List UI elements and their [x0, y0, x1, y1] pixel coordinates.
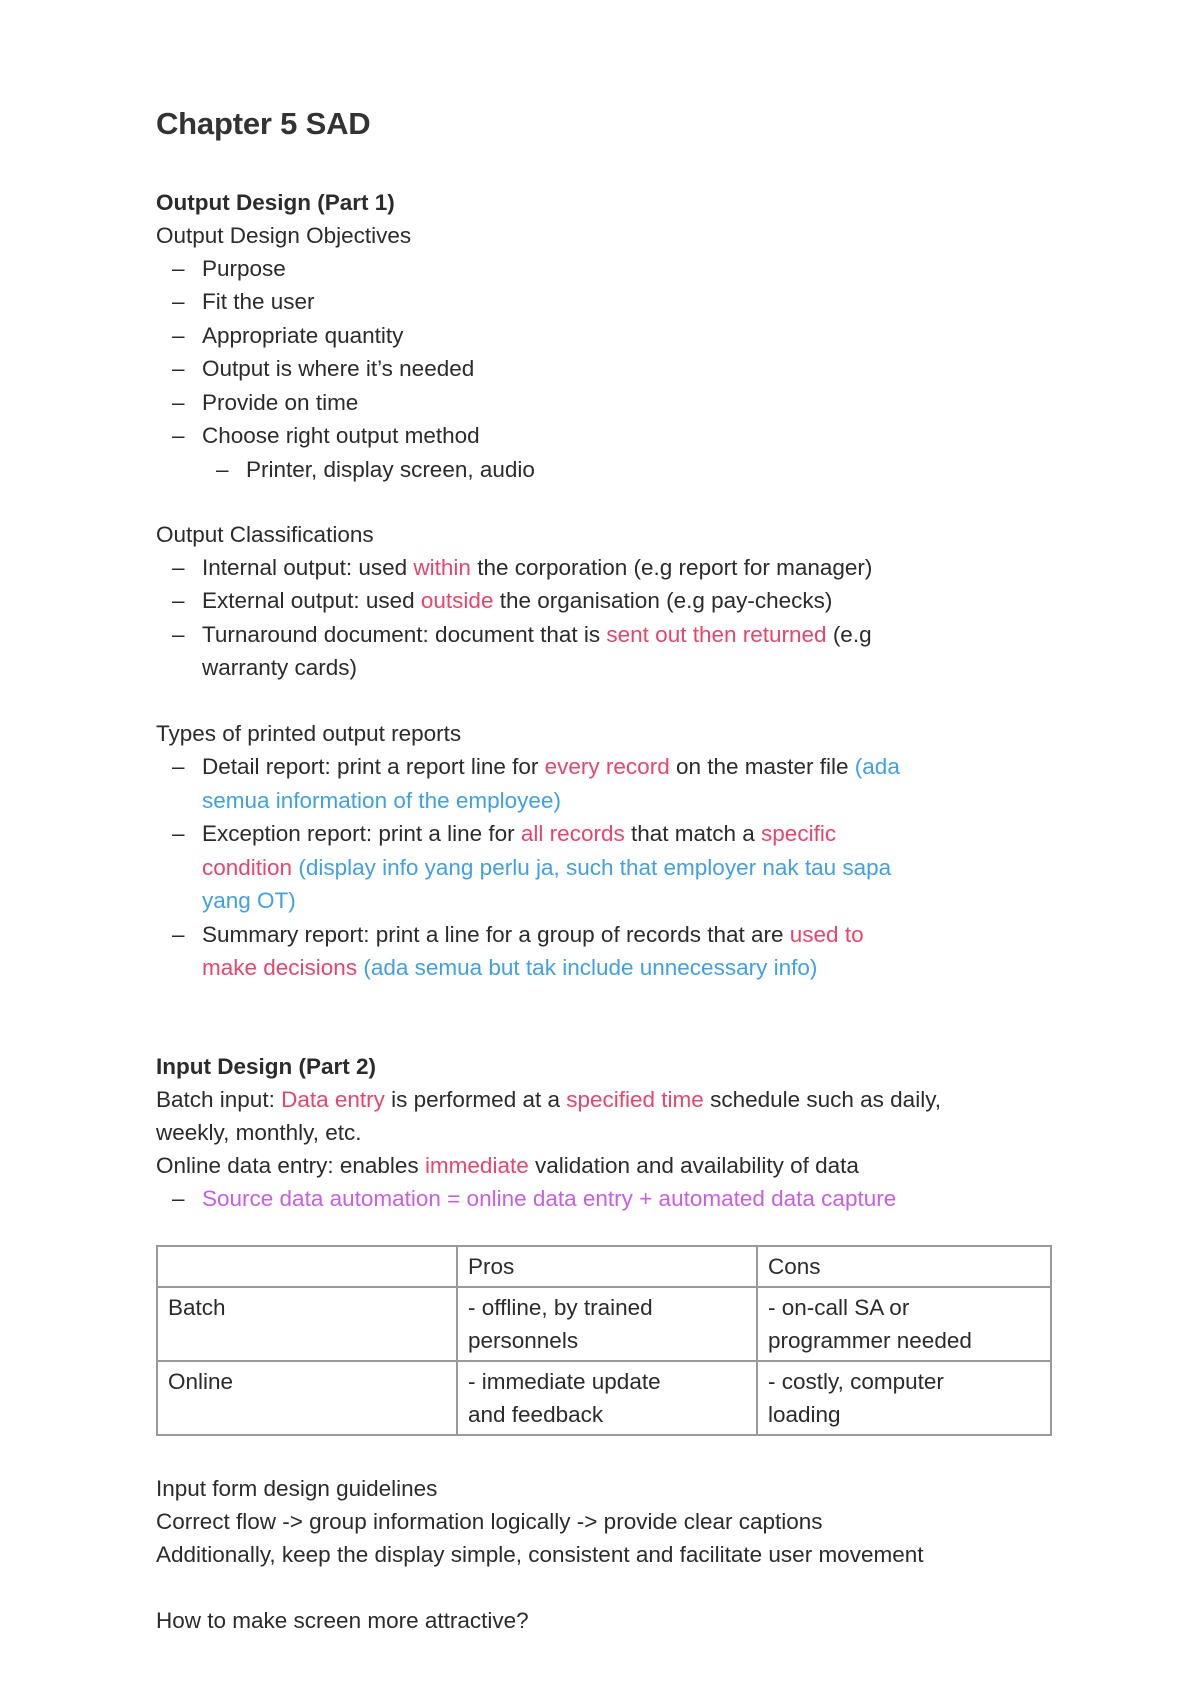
batch-input-text: Batch input: Data entry is performed at a specified time schedule such as daily,: [156, 1087, 942, 1112]
guidelines-heading: Input form design guidelines: [156, 1476, 438, 1501]
online-entry-text: Online data entry: enables immediate validation and availability of data: [156, 1153, 859, 1178]
list-item-continuation: yang OT): [202, 888, 296, 913]
list-item: – Provide on time: [172, 390, 359, 415]
list-item: – Appropriate quantity: [172, 323, 404, 348]
output-design-heading: Output Design (Part 1): [156, 190, 395, 215]
classifications-heading: Output Classifications: [156, 522, 374, 547]
table-cell: - on-call SA or programmer needed: [757, 1287, 1051, 1361]
table-row: [157, 1361, 1051, 1435]
table-cell: - offline, by trained personnels: [457, 1287, 757, 1361]
batch-input-continuation: weekly, monthly, etc.: [156, 1120, 362, 1145]
table-cell: - costly, computer loading: [757, 1361, 1051, 1435]
list-item: – Detail report: print a report line for every record on the master file (ada: [172, 754, 900, 779]
list-item-continuation: warranty cards): [202, 655, 358, 680]
table-cell: Batch: [157, 1287, 457, 1361]
list-item: – Output is where it’s needed: [172, 356, 475, 381]
list-item: – Exception report: print a line for all records that match a specific: [172, 821, 837, 846]
types-heading: Types of printed output reports: [156, 721, 462, 746]
list-item-continuation: semua information of the employee): [202, 788, 561, 813]
input-design-heading: Input Design (Part 2): [156, 1054, 377, 1079]
attractive-question: How to make screen more attractive?: [156, 1608, 529, 1633]
list-item: – External output: used outside the organisation (e.g pay-checks): [172, 588, 833, 613]
list-subitem: – Printer, display screen, audio: [216, 457, 535, 482]
table-cell: - immediate update and feedback: [457, 1361, 757, 1435]
guideline-text: Additionally, keep the display simple, consistent and facilitate user movement: [156, 1542, 924, 1567]
objectives-heading: Output Design Objectives: [156, 223, 412, 248]
list-item: – Internal output: used within the corporation (e.g report for manager): [172, 555, 873, 580]
table-header-cell: [157, 1246, 457, 1287]
list-item: – Choose right output method: [172, 423, 480, 448]
table-cell: Online: [157, 1361, 457, 1435]
list-item: – Turnaround document: document that is sent out then returned (e.g: [172, 622, 872, 647]
page-title: Chapter 5 SAD: [156, 106, 371, 141]
list-item: – Summary report: print a line for a group of records that are used to: [172, 922, 864, 947]
table-header-cell: Cons: [757, 1246, 1051, 1287]
table-header-cell: Pros: [457, 1246, 757, 1287]
guideline-text: Correct flow -> group information logically -> provide clear captions: [156, 1509, 823, 1534]
list-item: – Fit the user: [172, 289, 315, 314]
list-item: – Purpose: [172, 256, 286, 281]
table-header-row: [157, 1246, 1051, 1287]
list-item-continuation: make decisions (ada semua but tak include unnecessary info): [202, 955, 818, 980]
table-row: [157, 1287, 1051, 1361]
list-item-continuation: condition (display info yang perlu ja, such that employer nak tau sapa: [202, 855, 892, 880]
pros-cons-table: [156, 1245, 1052, 1436]
list-item: – Source data automation = online data entry + automated data capture: [172, 1186, 897, 1211]
